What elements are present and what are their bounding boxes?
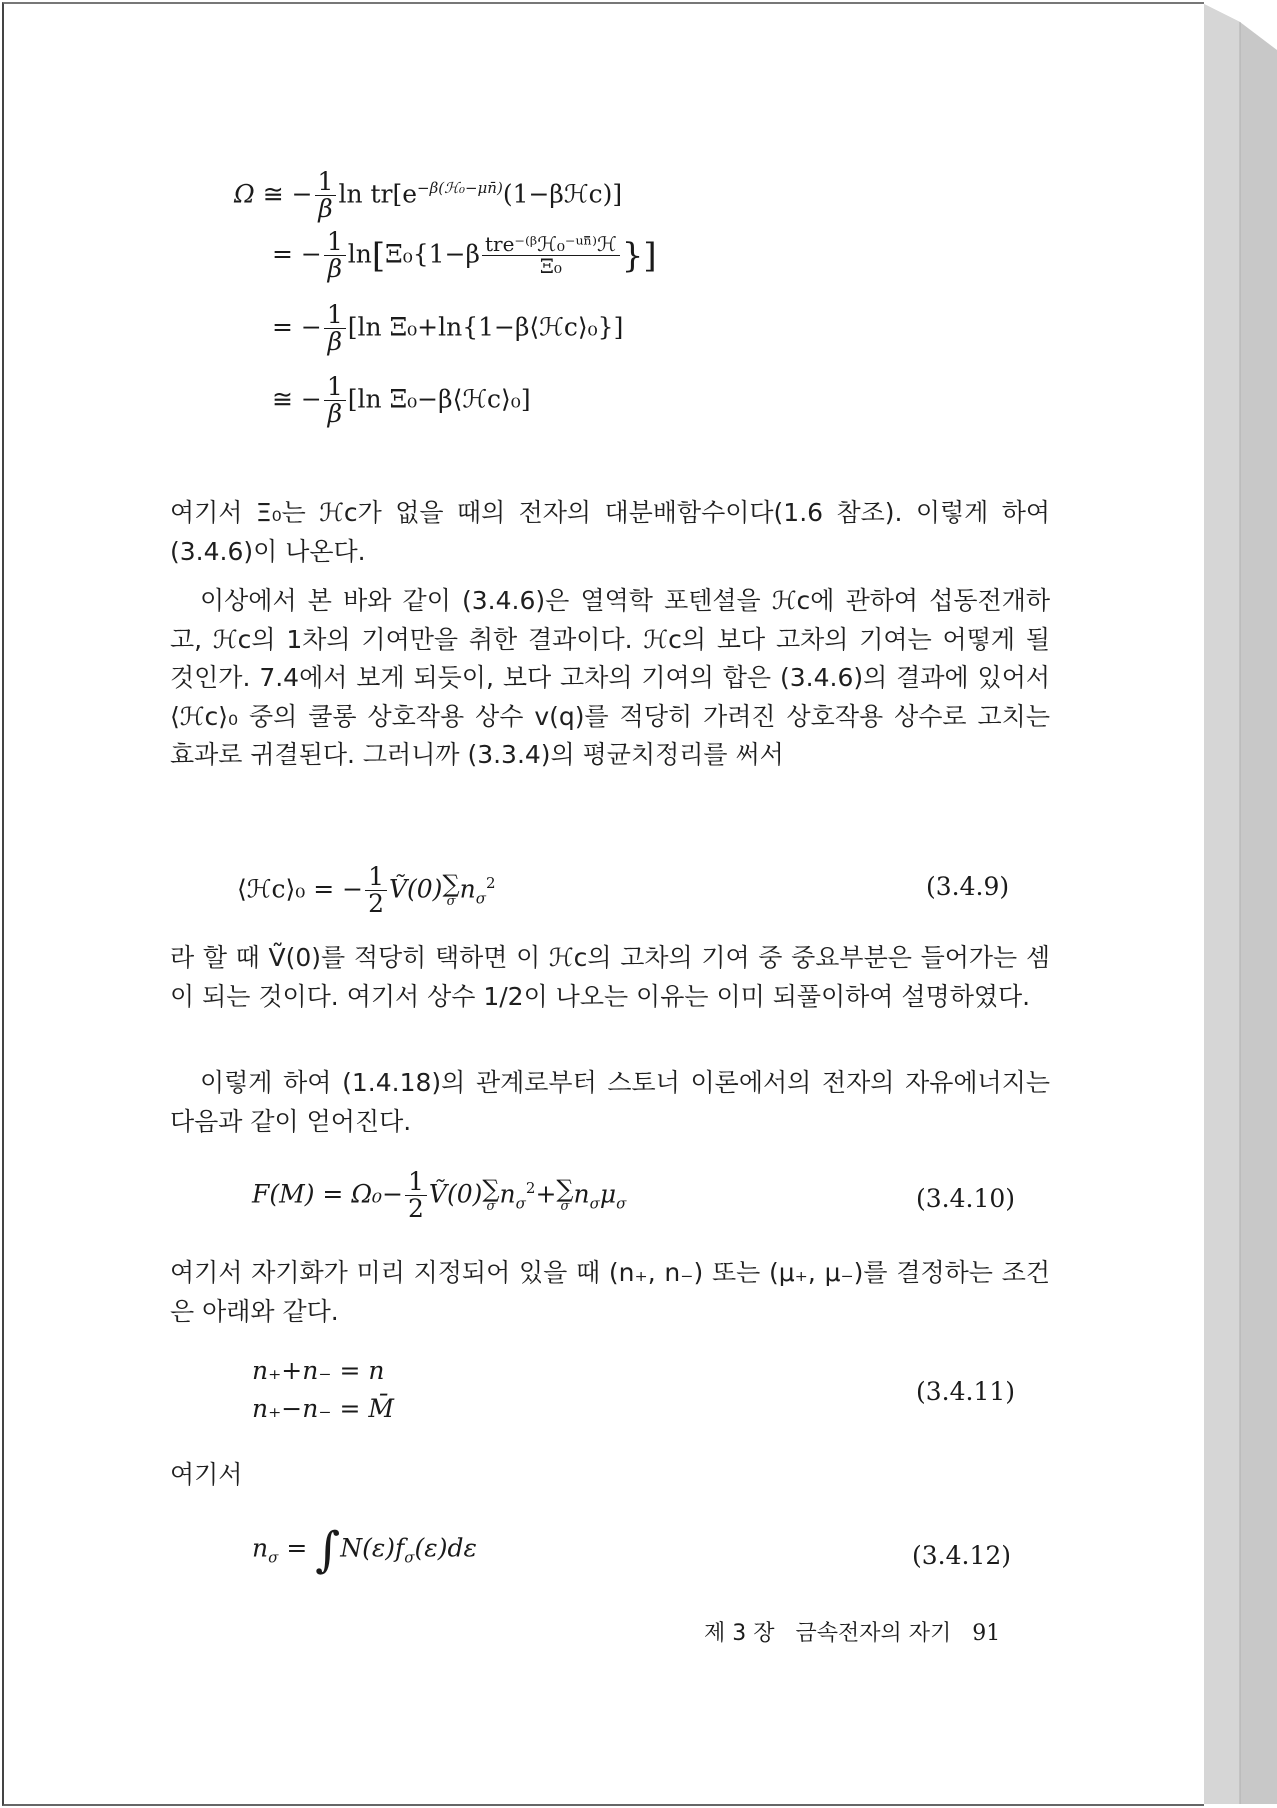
footer-chapter: 제 3 장 <box>704 1621 775 1646</box>
equation-line-1: Ω ≅ − $\frac{1}{\beta}$ $\ln tr[e^{-\beta(ℋ_0-\mu n̄)}(1-\beta ℋc)]$ <box>234 167 623 224</box>
paragraph-4: 이렇게 하여 (1.4.18)의 관계로부터 스토너 이론에서의 전자의 자유에너지는 다음과 같이 얻어진다. <box>170 1068 1050 1136</box>
paragraph-2: 이상에서 본 바와 같이 (3.4.6)은 열역학 포텐셜을 ℋc에 관하여 섭동전개하고, ℋc의 1차의 기여만을 취한 결과이다. ℋc의 보다 고차의 기여는 어떻게 될 것인가. 7.4에서 보게 되듯이, 보다 고차의 기여의 합은 (3.4.6)의 결과에 있어서 ⟨ℋc⟩₀ 중의 쿨롱 상호작용 상수 v(q)를 적당히 가려진 상호작용 상수로 고치는 효과로 귀결된다. 그러니까 (3.3.4)의 평균치정리를 써서 <box>170 586 1050 769</box>
equation-3-4-11-line-2: n₊−n₋ = M̄ <box>252 1394 394 1423</box>
paragraph-5: 여기서 자기화가 미리 지정되어 있을 때 (n₊, n₋) 또는 (μ₊, μ₋)를 결정하는 조건은 아래와 같다. <box>170 1258 1050 1326</box>
equation-number-3-4-12: (3.4.12) <box>912 1541 1012 1570</box>
equation-line-4: ≅ − $\frac{1}{\beta}$ [ln Ξ₀−β⟨ℋc⟩₀] <box>272 372 531 429</box>
footer-title: 금속전자의 자기 <box>795 1621 952 1646</box>
paragraph-1: 여기서 Ξ₀는 ℋc가 없을 때의 전자의 대분배함수이다(1.6 참조). 이렇게 하여 (3.4.6)이 나온다. <box>170 498 1050 566</box>
equation-line-3: = − $\frac{1}{\beta}$ [ln Ξ₀+ln{1−β⟨ℋc⟩₀}] <box>272 300 624 357</box>
equation-3-4-10: F(M) = Ω₀− $\frac{1}{2}$ Ṽ(0) ∑ σ $n_\sigma^2+$ ∑ σ $n_\sigma\mu_\sigma$ <box>252 1167 627 1224</box>
book-page <box>2 2 1204 1806</box>
equation-3-4-11-line-1: n₊+n₋ = n <box>252 1356 385 1385</box>
equation-3-4-12: $n_\sigma = \int N(\varepsilon)f_\sigma(\varepsilon)d\varepsilon$ <box>252 1522 477 1578</box>
paragraph-6: 여기서 <box>170 1460 243 1489</box>
page-number: 91 <box>972 1621 1001 1646</box>
equation-3-4-9: ⟨ℋc⟩₀ = − $\frac{1}{2}$ Ṽ(0) ∑ σ $n_\sigma^2$ <box>237 862 496 919</box>
page-edge-shadow <box>1200 2 1277 1804</box>
equation-number-3-4-9: (3.4.9) <box>926 872 1010 901</box>
running-footer <box>704 1616 1000 1647</box>
equation-line-2: = − $\frac{1}{\beta}$ ln[Ξ₀{1−β $\frac{\text{tre⁻⁽ᵝℋ₀⁻ᵘⁿ̄⁾ℋ}}{\text{Ξ₀}}$ }] <box>272 227 657 284</box>
paragraph-3: 라 할 때 Ṽ(0)를 적당히 택하면 이 ℋc의 고차의 기여 중 중요부분은 들어가는 셈이 되는 것이다. 여기서 상수 1/2이 나오는 이유는 이미 되풀이하여 설명하였다. <box>170 943 1050 1011</box>
equation-number-3-4-11: (3.4.11) <box>916 1377 1016 1406</box>
equation-number-3-4-10: (3.4.10) <box>916 1184 1016 1213</box>
